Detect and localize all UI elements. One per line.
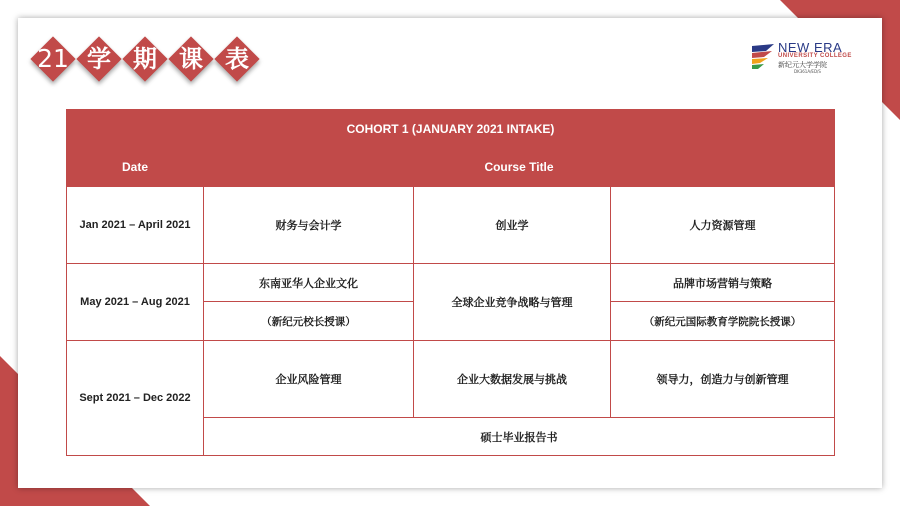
column-header-row (67, 148, 835, 187)
college-logo (750, 40, 850, 76)
title-diamond-number (30, 36, 76, 82)
course-cell: 创业学 (414, 187, 611, 264)
course-cell: 企业大数据发展与挑战 (414, 341, 611, 418)
date-cell: May 2021 – Aug 2021 (67, 264, 204, 341)
thesis-cell: 硕士毕业报告书 (204, 418, 835, 456)
title-number: 21 (37, 44, 69, 73)
date-cell: Sept 2021 – Dec 2022 (67, 341, 204, 456)
course-note-cell: （新纪元校长授课） (204, 302, 414, 341)
logo-registration-text: DK361A/ED/S (794, 69, 821, 74)
course-cell: 全球企业竞争战略与管理 (414, 264, 611, 341)
course-cell: 企业风险管理 (204, 341, 414, 418)
course-cell: 领导力，创造力与创新管理 (611, 341, 835, 418)
title-diamond (168, 36, 214, 82)
title-char: 期 (133, 45, 157, 73)
title-char: 学 (87, 45, 111, 73)
course-title-column-header: Course Title (204, 148, 835, 187)
table-row (67, 264, 835, 302)
course-schedule-table (66, 109, 835, 456)
course-cell: 财务与会计学 (204, 187, 414, 264)
logo-sub-text: UNIVERSITY COLLEGE (778, 53, 852, 59)
logo-chinese-text: 新纪元大学学院 (778, 61, 827, 69)
course-note-cell: （新纪元国际教育学院院长授课） (611, 302, 835, 341)
table-row (67, 187, 835, 264)
logo-main-text: NEW ERA (778, 40, 843, 55)
cohort-header-row (67, 110, 835, 148)
title-char: 表 (225, 45, 249, 73)
title-diamond (76, 36, 122, 82)
table-row (67, 341, 835, 418)
date-column-header: Date (67, 148, 204, 187)
title-diamond (214, 36, 260, 82)
date-cell: Jan 2021 – April 2021 (67, 187, 204, 264)
course-cell: 品牌市场营销与策略 (611, 264, 835, 302)
course-cell: 人力资源管理 (611, 187, 835, 264)
title-diamond (122, 36, 168, 82)
title-char: 课 (179, 45, 203, 73)
course-cell: 东南亚华人企业文化 (204, 264, 414, 302)
college-logo-icon (750, 42, 776, 70)
cohort-header: COHORT 1 (JANUARY 2021 INTAKE) (67, 110, 835, 148)
